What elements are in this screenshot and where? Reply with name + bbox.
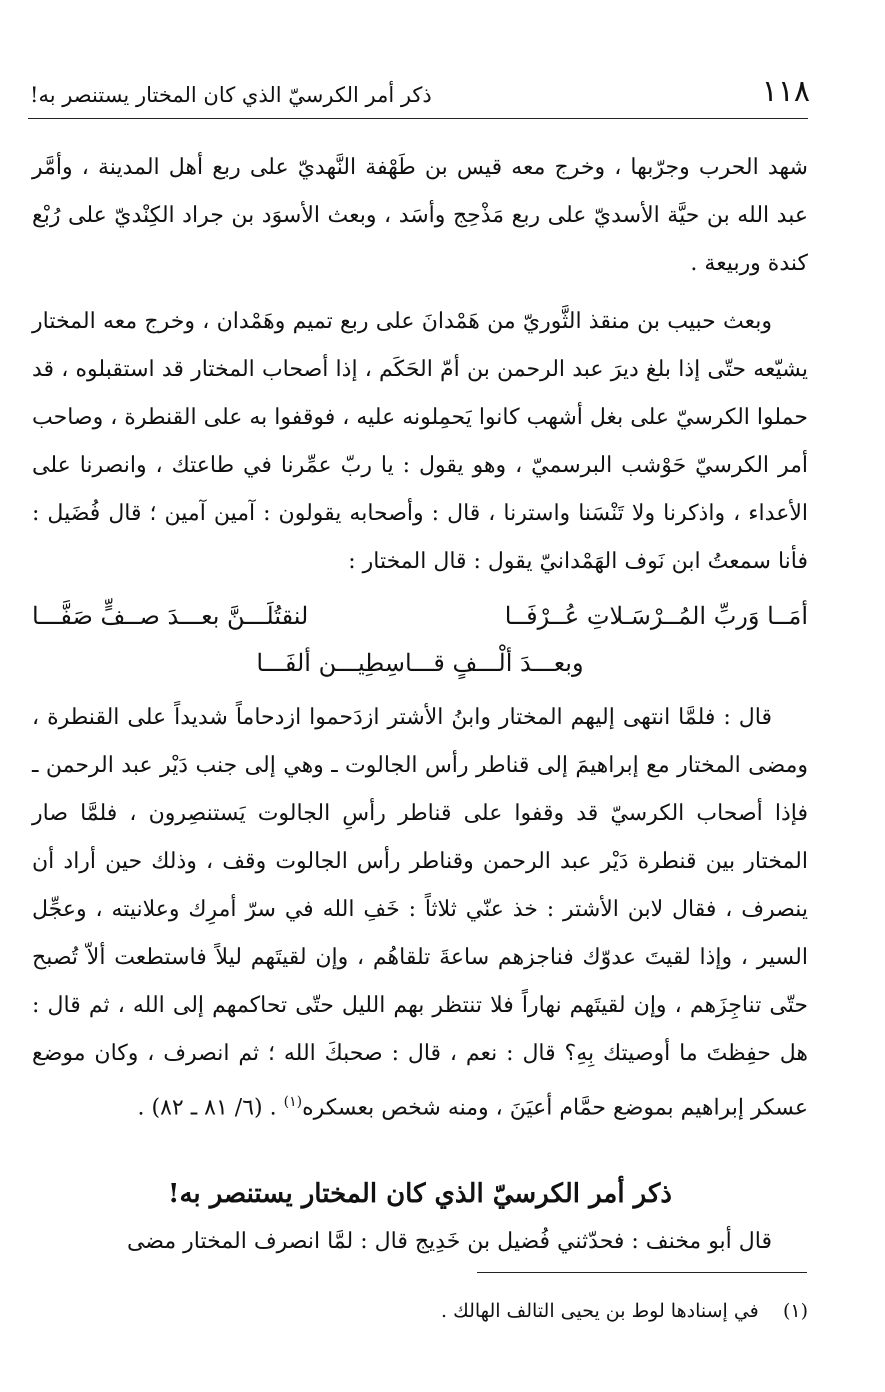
paragraph-3-citation: . (٦/ ٨١ ـ ٨٢) . (137, 1095, 277, 1121)
section-heading: ذكر أمر الكرسيّ الذي كان المختار يستنصر به! (168, 1179, 672, 1210)
verse-hemistich-right: أمَــا وَربِّ المُــرْسَـلاتِ عُــرْفَــا (504, 602, 808, 630)
footnote-rule (477, 1272, 807, 1273)
paragraph-2: وبعث حبيب بن منقذ الثَّوريّ من هَمْدانَ على ربع تميم وهَمْدان ، وخرج معه المختار يشيّعه حتّى إذا بلغ ديرَ عبد الرحمن بن أمّ الحَكَم ، إذا أصحاب المختار قد استقبلوه ، قد حملوا الكرسيّ على بغل أشهب كانوا يَحمِلونه عليه ، فوقفوا به على القنطرة ، وصاحب أمر الكرسيّ حَوْشب البرسميّ ، وهو يقول : يا ربّ عمِّرنا في طاعتك ، وانصرنا على الأعداء ، واذكرنا ولا تَنْسَنا واسترنا ، قال : وأصحابه يقولون : آمين آمين ؛ قال فُضَيل : فأنا سمعتُ ابن نَوف الهَمْدانيّ يقول : قال المختار : (32, 309, 808, 574)
verse-line-2: وبعـــدَ ألْـــفٍ قـــاسِطِيـــن ألفَـــا (256, 649, 584, 677)
running-title: ذكر أمر الكرسيّ الذي كان المختار يستنصر به! (30, 83, 432, 107)
verse-hemistich-left: لنقتُلَـــنَّ بعـــدَ صــفٍّ صَفَّـــا (32, 602, 309, 630)
paragraph-3 (32, 694, 808, 1132)
page-number: ١١٨ (761, 74, 810, 109)
header-rule (28, 118, 808, 119)
main-text (32, 144, 808, 1266)
poem-verse (32, 592, 808, 686)
paragraph-1: شهد الحرب وجرّبها ، وخرج معه قيس بن طَهْفة النَّهديّ على ربع أهل المدينة ، وأمَّر عبد الله بن حيَّة الأسديّ على ربع مَذْحِج وأسَد ، وبعث الأسوَد بن جراد الكِنْديّ على رُبْع كندة وربيعة . (32, 155, 808, 276)
page-header (30, 74, 810, 110)
footnote-marker: (١) (782, 1300, 808, 1322)
footnote-reference: (١) (283, 1094, 303, 1110)
paragraph-3-text: قال : فلمَّا انتهى إليهم المختار وابنُ الأشتر ازدَحموا ازدحاماً شديداً على القنطرة ، ومضى المختار مع إبراهيمَ إلى قناطر رأس الجالوت ـ وهي إلى جنب دَيْر عبد الرحمن ـ فإذا أصحاب الكرسيّ قد وقفوا على قناطر رأسِ الجالوت يَستنصِرون ، فلمَّا صار المختار بين قنطرة دَيْر عبد الرحمن وقناطر رأس الجالوت وقف ، وذلك حين أراد أن ينصرف ، فقال لابن الأشتر : خذ عنّي ثلاثاً : خَفِ الله في سرّ أمرِك وعلانيته ، وعجِّل السير ، وإذا لقيتَ عدوّك فناجزهم ساعةَ تلقاهُم ، وإن لقيتَهم ليلاً فاستطعت ألاّ تُصبح حتّى تناجِزَهم ، وإن لقيتَهم نهاراً فلا تنتظر بهم الليل حتّى تحاكمهم إلى الله ، ثم قال : هل حفِظتَ ما أوصيتك بِهِ؟ قال : نعم ، قال : صحبكَ الله ؛ ثم انصرف ، وكان موضع عسكر إبراهيم بموضع حمَّام أعيَنَ ، ومنه شخص بعسكره (32, 705, 808, 1121)
verse-line-1 (32, 592, 808, 640)
paragraph-4: قال أبو مخنف : فحدّثني فُضيل بن خَدِيج قال : لمَّا انصرف المختار مضى (126, 1229, 772, 1255)
footnote-text: في إسنادها لوط بن يحيى التالف الهالك . (441, 1300, 759, 1322)
footnote (80, 1296, 808, 1326)
